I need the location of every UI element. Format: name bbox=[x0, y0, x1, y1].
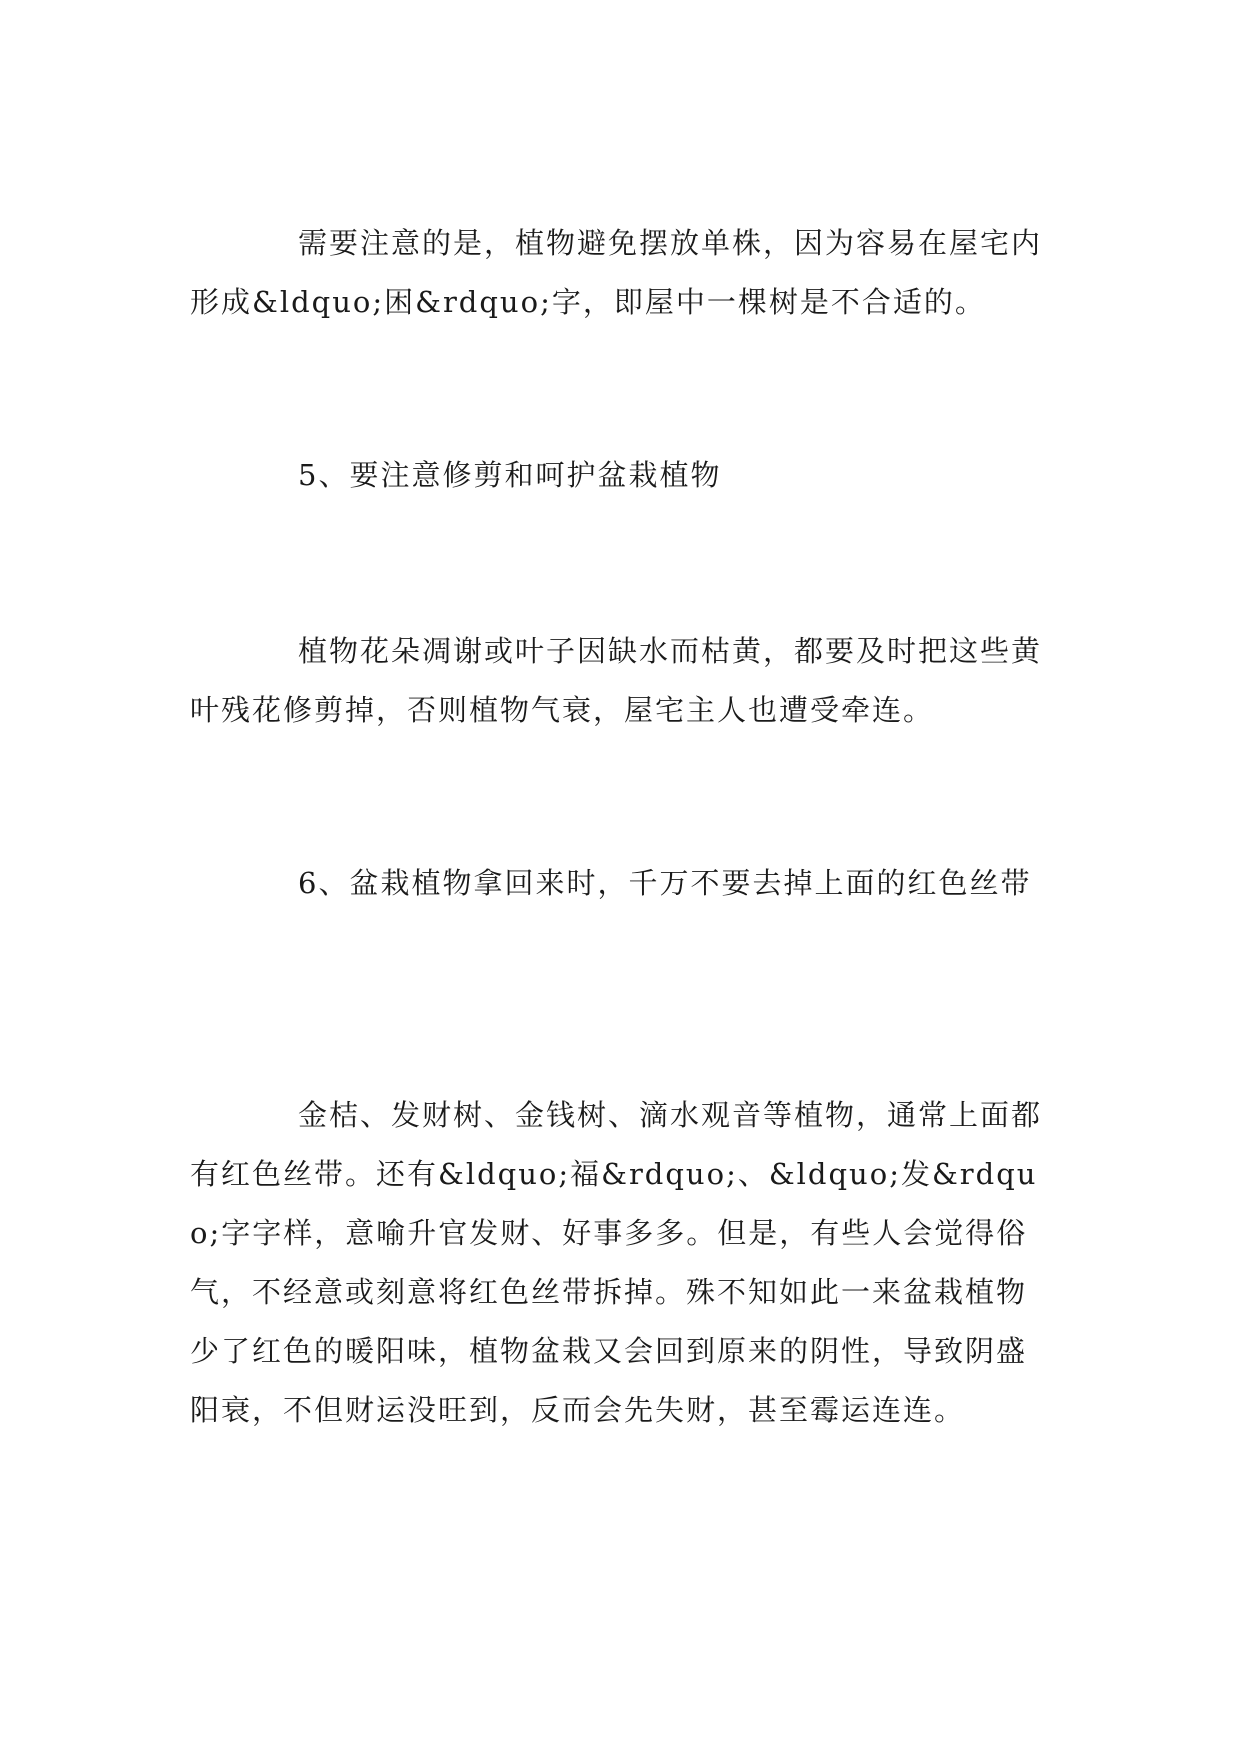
paragraph-pruning: 植物花朵凋谢或叶子因缺水而枯黄，都要及时把这些黄叶残花修剪掉，否则植物气衰，屋宅主人也遭受牵连。 bbox=[190, 634, 1043, 727]
paragraph-red-ribbon: 金桔、发财树、金钱树、滴水观音等植物，通常上面都有红色丝带。还有&ldquo;福&rdquo;、&ldquo;发&rdquo;字字样，意喻升官发财、好事多多。但是，有些人会觉得俗气，不经意或刻意将红色丝带拆掉。殊不知如此一来盆栽植物少了红色的暖阳味，植物盆栽又会回到原来的阴性，导致阴盛阳衰，不但财运没旺到，反而会先失财，甚至霉运连连。 bbox=[190, 1098, 1043, 1427]
section-heading-6: 6、盆栽植物拿回来时，千万不要去掉上面的红色丝带 bbox=[298, 866, 1032, 900]
paragraph-single-plant-note: 需要注意的是，植物避免摆放单株，因为容易在屋宅内形成&ldquo;困&rdquo;字，即屋中一棵树是不合适的。 bbox=[190, 226, 1043, 319]
section-heading-5: 5、要注意修剪和呵护盆栽植物 bbox=[298, 458, 722, 492]
